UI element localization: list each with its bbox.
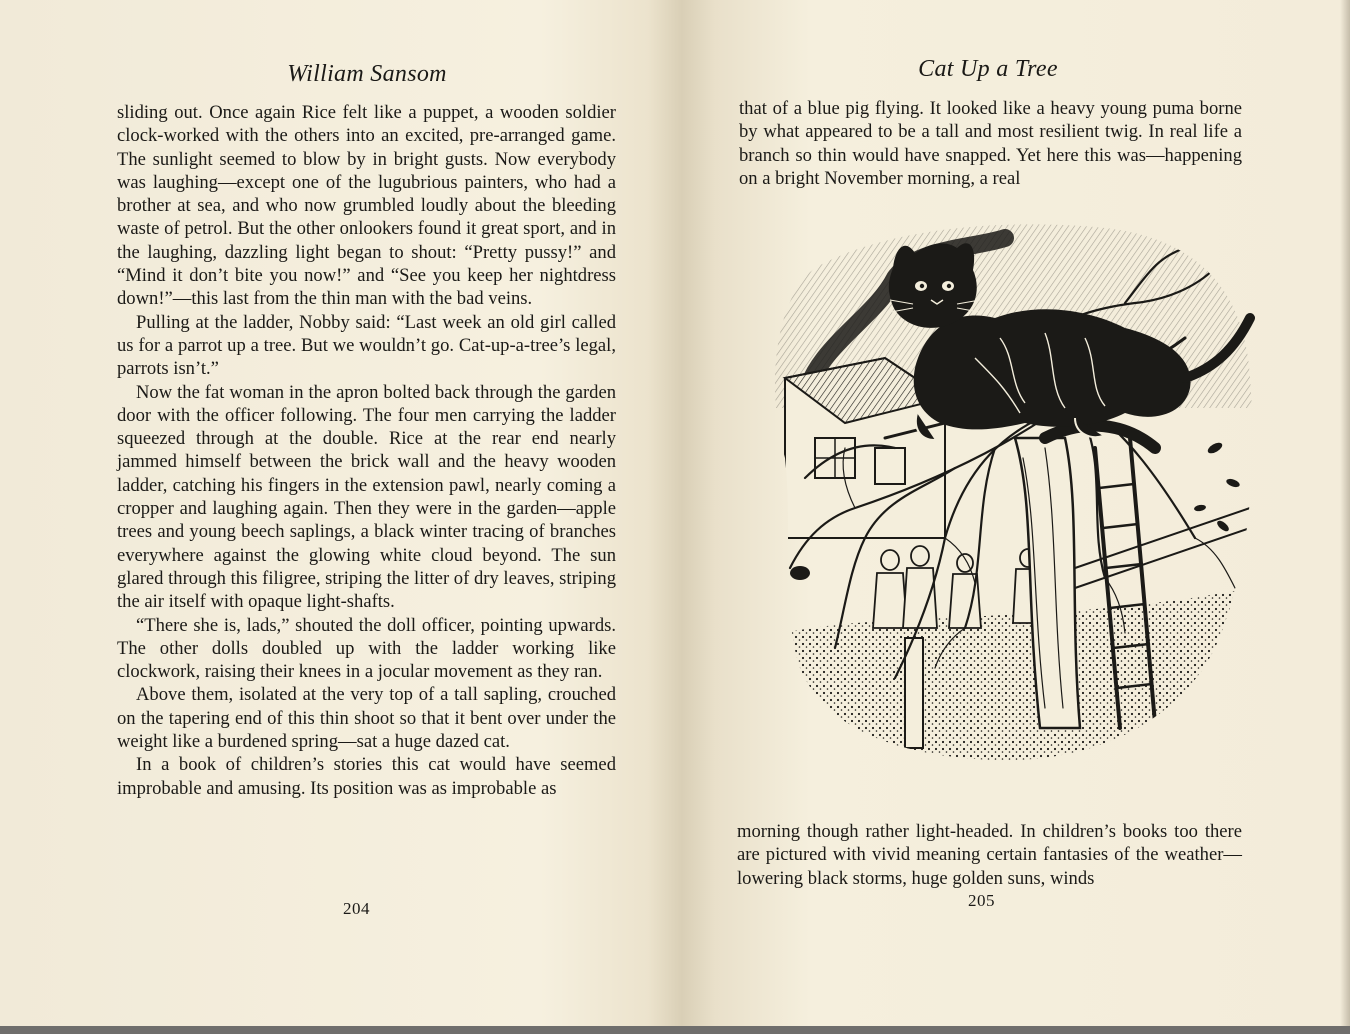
left-page bbox=[0, 0, 675, 1026]
paragraph: Pulling at the ladder, Nobby said: “Last week an old girl called us for a parrot up a tree. But we wouldn’t go. Cat-up-a-tree’s legal, parrots isn’t.” bbox=[117, 311, 616, 380]
page-edge bbox=[1340, 0, 1350, 1026]
right-text-bottom bbox=[737, 820, 1242, 890]
paragraph: In a book of children’s stories this cat would have seemed improbable and amusing. Its position was as improbable as bbox=[117, 754, 616, 799]
paragraph: Now the fat woman in the apron bolted back through the garden door with the officer following. The four men carrying the ladder squeezed through at the double. Rice at the rear end nearly jammed himself between the brick wall and the heavy wooden ladder, catching his fingers in the extension pawl, nearly coming a cropper and laughing again. Then they were in the garden—apple trees and young beech saplings, a black winter tracing of branches everywhere against the glowing white cloud beyond. The sun glared through this filigree, striping the litter of dry leaves, striping the air itself with opaque light-shafts. bbox=[117, 381, 616, 613]
paragraph: that of a blue pig flying. It looked like a heavy young puma borne by what appeared to be a tall and most resilient twig. In real life a branch so thin would have snapped. Yet here this was—happening on a bright November morning, a real bbox=[739, 98, 1242, 189]
left-running-head: William Sansom bbox=[287, 61, 447, 87]
paragraph: morning though rather light-headed. In children’s books too there are pictured with vivid meaning certain fantasies of the weather—lowering black storms, huge golden suns, winds bbox=[737, 821, 1242, 889]
right-text-top bbox=[739, 97, 1242, 190]
paragraph: sliding out. Once again Rice felt like a puppet, a wooden soldier clock-worked with the others into an excited, pre-arranged game. The sunlight seemed to blow by in bright gusts. Now everybody was laughing—except one of the lugubrious painters, who had a brother at sea, and who now grumbled loudly about the bleeding waste of petrol. But the other onlookers found it great sport, and in the laughing, dazzling light began to shout: “Pretty pussy!” and “Mind it don’t bite you now!” and “See you keep her nightdress down!”—this last from the thin man with the bad veins. bbox=[117, 102, 616, 310]
right-page-number: 205 bbox=[968, 891, 995, 910]
right-running-head: Cat Up a Tree bbox=[918, 56, 1058, 82]
left-text-block bbox=[117, 101, 616, 800]
left-page-number: 204 bbox=[343, 899, 370, 918]
paragraph: Above them, isolated at the very top of a tall sapling, crouched on the tapering end of this thin shoot so that it bent over under the weight like a burdened spring—sat a huge dazed cat. bbox=[117, 684, 616, 753]
cat-in-tree-illustration bbox=[745, 208, 1260, 768]
right-page bbox=[675, 0, 1350, 1026]
paragraph: “There she is, lads,” shouted the doll officer, pointing upwards. The other dolls doubled up with the ladder working like clockwork, raising their knees in a jocular movement as they ran. bbox=[117, 614, 616, 683]
